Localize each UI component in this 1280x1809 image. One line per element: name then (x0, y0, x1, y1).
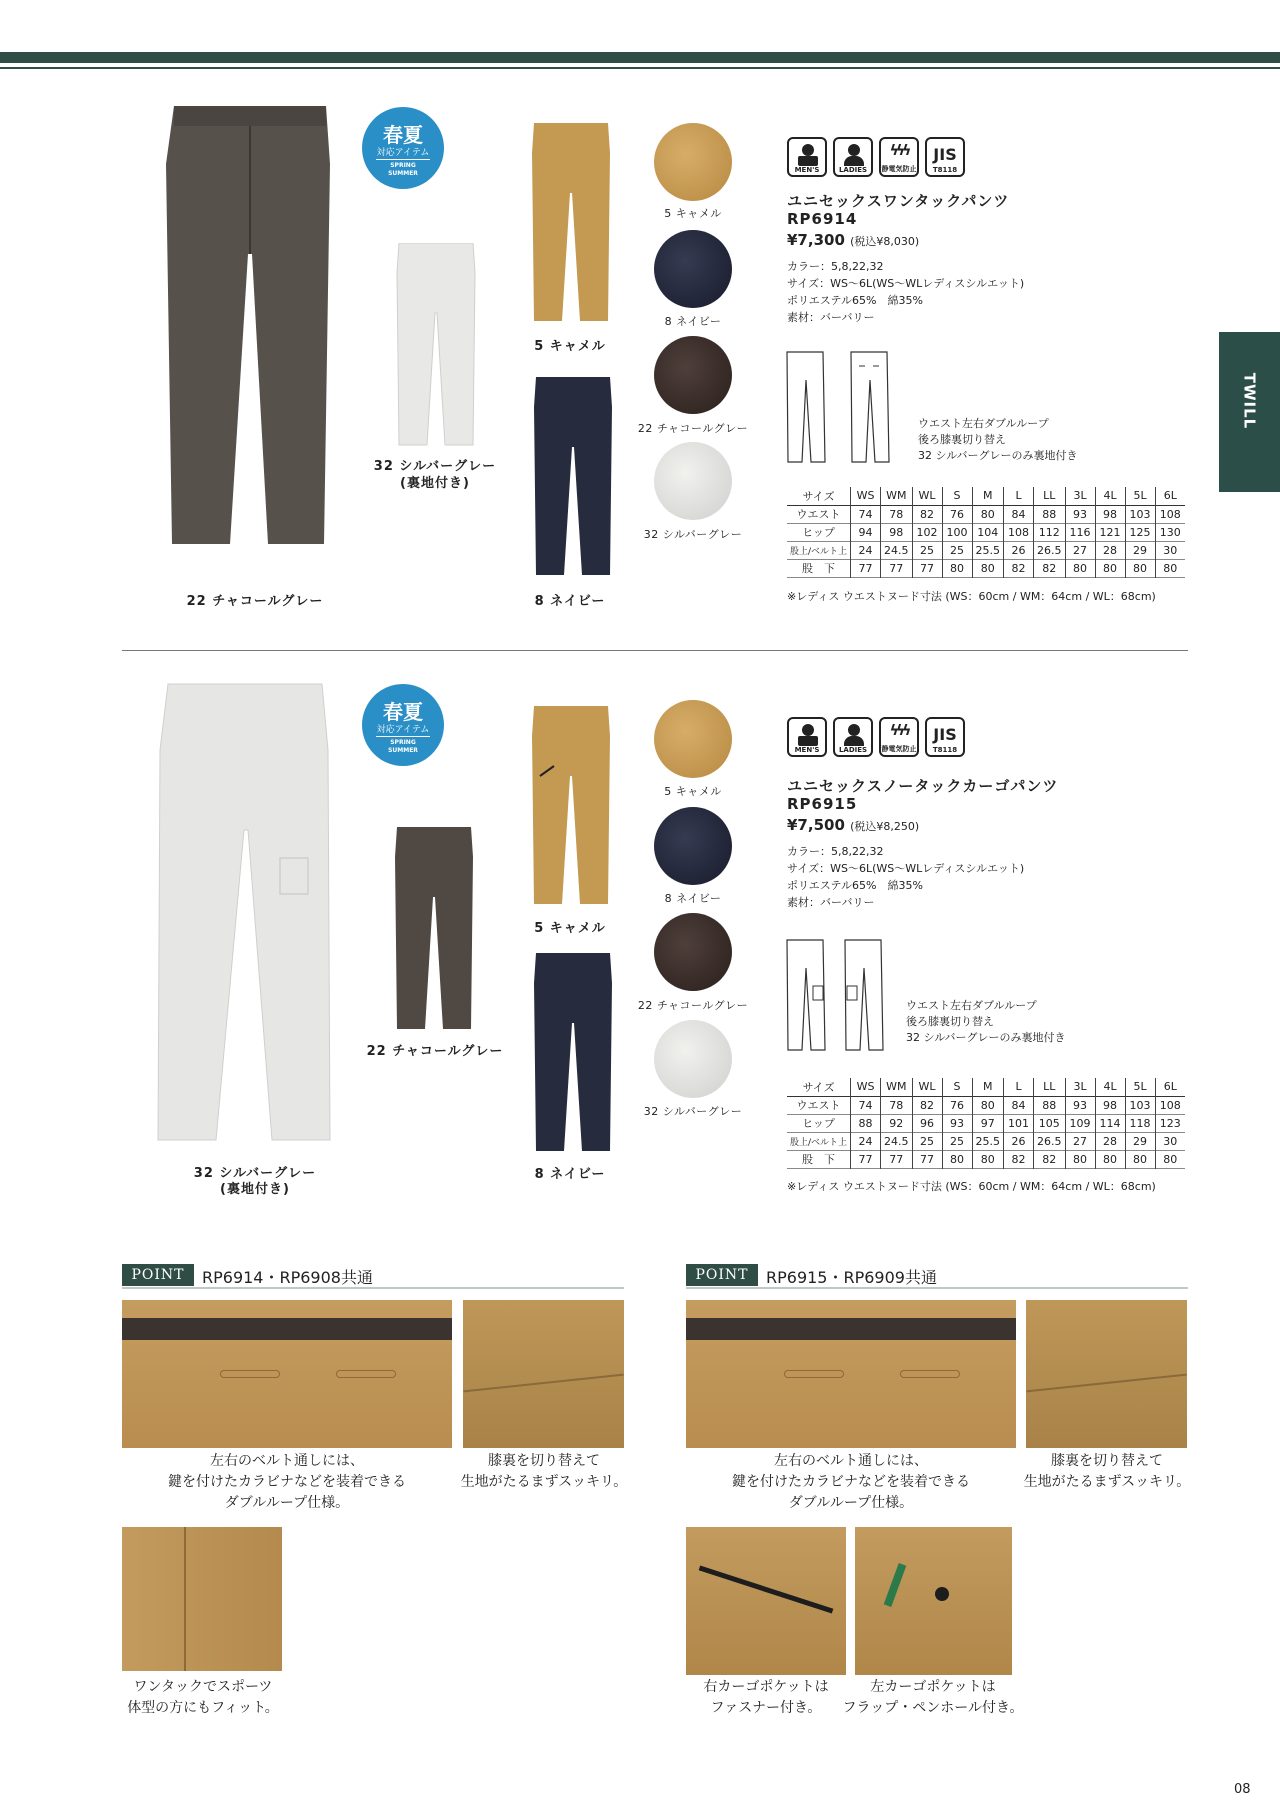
product-notes-2: ウエスト左右ダブルループ 後ろ膝裏切り替え 32 シルバーグレーのみ裏地付き (906, 999, 1066, 1044)
size-table-cell: WS (851, 1078, 881, 1096)
size-table-cell: 80 (1065, 559, 1095, 577)
label-silver-sub: (裏地付き) (400, 476, 470, 491)
season-badge (362, 107, 444, 189)
jis-icon: JIS T8118 (925, 717, 965, 757)
point-tag: POINT (122, 1264, 194, 1286)
size-table-cell: S (942, 487, 972, 505)
size-table-cell: 80 (1125, 559, 1155, 577)
photo-one-tuck (122, 1527, 282, 1671)
badge-en2: SUMMER (388, 170, 418, 177)
size-table-cell: M (972, 487, 1004, 505)
size-table-cell: L (1004, 1078, 1034, 1096)
size-table-cell: 80 (1095, 559, 1125, 577)
size-table-cell: 77 (881, 559, 913, 577)
size-table-cell: 76 (942, 1096, 972, 1114)
size-table-cell: L (1004, 487, 1034, 505)
antistatic-icon: ϟϟϟ 静電気防止 (879, 717, 919, 757)
size-table-cell: 25 (912, 1132, 942, 1150)
size-table-cell: 4L (1095, 487, 1125, 505)
size-table-cell: 114 (1095, 1114, 1125, 1132)
size-table-cell: LL (1034, 1078, 1066, 1096)
size-table-cell: 28 (1095, 541, 1125, 559)
size-table-cell: 109 (1065, 1114, 1095, 1132)
size-table-cell: WM (881, 1078, 913, 1096)
pants-charcoal-cargo-image (393, 827, 475, 1032)
label-charcoal-cargo: 22 チャコールグレー (366, 1044, 504, 1059)
size-table-cell: 股 下 (787, 1150, 851, 1168)
size-table-cell: 116 (1065, 523, 1095, 541)
ladies-icon: LADIES (833, 717, 873, 757)
size-table-cell: 88 (851, 1114, 881, 1132)
product-specs-2: カラー：5,8,22,32 サイズ：WS〜6L(WS〜WLレディスシルエット) ポリエステル65% 綿35% 素材：バーバリー (787, 845, 1025, 909)
photo-flap-pocket (855, 1527, 1012, 1675)
size-table-cell: 118 (1125, 1114, 1155, 1132)
caption-zip-pocket: 右カーゴポケットは ファスナー付き。 (703, 1679, 829, 1716)
size-table-cell: 30 (1163, 543, 1178, 557)
badge-sub: 対応アイテム (376, 148, 430, 158)
size-table-cell: 130 (1159, 525, 1181, 539)
size-table-cell: 80 (972, 505, 1004, 523)
point-header (122, 1264, 624, 1288)
size-table-cell: WL (912, 487, 942, 505)
feature-icons-2 (787, 717, 965, 757)
size-table-cell: 24 (851, 541, 881, 559)
photo-knee-2 (1026, 1300, 1187, 1448)
size-table-cell: ウエスト (787, 505, 851, 523)
size-table-cell: 108 (1159, 507, 1181, 521)
pants-silver-image (395, 243, 477, 448)
size-table-cell: 29 (1125, 541, 1155, 559)
label-navy-cargo: 8 ネイビー (534, 1167, 606, 1182)
label-silver: 32 シルバーグレー (373, 459, 497, 474)
size-table-header (787, 1078, 1185, 1096)
size-table-cell: 92 (881, 1114, 913, 1132)
size-table-cell: 24.5 (881, 1132, 913, 1150)
size-table-cell: 103 (1125, 1096, 1155, 1114)
size-table-cell: 97 (972, 1114, 1004, 1132)
size-table-cell: 82 (912, 1096, 942, 1114)
size-table-cell: 26.5 (1034, 541, 1066, 559)
size-table-cell: サイズ (787, 1078, 851, 1096)
size-table-cell: ヒップ (787, 523, 851, 541)
size-table-cell: 94 (851, 523, 881, 541)
size-table-cell: 78 (881, 505, 913, 523)
size-table-cell: 3L (1065, 487, 1095, 505)
size-table-cell: 77 (912, 559, 942, 577)
product-title: ユニセックスワンタックパンツ (787, 192, 1010, 210)
swatch-label-charcoal-2: 22 チャコールグレー (637, 999, 749, 1012)
size-table-row (787, 1150, 1185, 1168)
size-table-cell: 77 (851, 559, 881, 577)
size-table-cell: 123 (1159, 1116, 1181, 1130)
size-table-cell: 26.5 (1034, 1132, 1066, 1150)
size-table-cell: 101 (1004, 1114, 1034, 1132)
size-table-cell: 104 (972, 523, 1004, 541)
size-table-cell: 105 (1034, 1114, 1066, 1132)
product-code: RP6914 (787, 210, 858, 228)
size-table-cell: 25 (912, 541, 942, 559)
top-header-bar (0, 52, 1280, 63)
pants-charcoal-image (160, 104, 340, 554)
product-price: ¥7,300 (税込¥8,030) (787, 231, 920, 249)
size-table-cell: 80 (942, 559, 972, 577)
swatch-label-camel: 5 キャメル (664, 207, 722, 220)
label-silver-cargo-sub: (裏地付き) (220, 1182, 290, 1197)
size-table-cell: 93 (1065, 505, 1095, 523)
size-table-cell: 29 (1125, 1132, 1155, 1150)
size-table-2 (787, 1078, 1185, 1169)
point-title-2: RP6915・RP6909共通 (766, 1268, 937, 1287)
size-table-row (787, 541, 1185, 559)
ladies-icon: LADIES (833, 137, 873, 177)
swatch-camel-2 (654, 700, 732, 778)
side-tab-label: TWILL (1240, 372, 1259, 430)
size-table-cell: 98 (1095, 505, 1125, 523)
size-table-row (787, 1096, 1185, 1114)
size-table-cell: 77 (912, 1150, 942, 1168)
size-table-cell: 74 (851, 1096, 881, 1114)
caption-flap-pocket: 左カーゴポケットは フラップ・ペンホール付き。 (842, 1679, 1024, 1716)
photo-belt-loop (122, 1300, 452, 1448)
size-table-cell: 28 (1095, 1132, 1125, 1150)
photo-knee (463, 1300, 624, 1448)
swatch-silver (654, 442, 732, 520)
page-number: 08 (1234, 1782, 1251, 1797)
size-table-row (787, 523, 1185, 541)
photo-belt-loop-2 (686, 1300, 1016, 1448)
pants-silver-cargo-image (152, 680, 334, 1150)
size-table-cell: 121 (1095, 523, 1125, 541)
size-table-cell: ヒップ (787, 1114, 851, 1132)
label-charcoal: 22 チャコールグレー (186, 594, 324, 609)
size-table-cell: サイズ (787, 487, 851, 505)
swatch-label-navy-2: 8 ネイビー (664, 892, 722, 905)
size-footnote-2: ※レディス ウエストヌード寸法 (WS：60cm / WM：64cm / WL：68cm) (787, 1180, 1156, 1193)
size-table-cell: 93 (942, 1114, 972, 1132)
label-navy: 8 ネイビー (534, 594, 606, 609)
swatch-label-silver-2: 32 シルバーグレー (643, 1105, 743, 1118)
swatch-camel (654, 123, 732, 201)
size-table-cell: 6L (1163, 489, 1177, 503)
swatch-label-silver: 32 シルバーグレー (643, 528, 743, 541)
product-notes: ウエスト左右ダブルループ 後ろ膝裏切り替え 32 シルバーグレーのみ裏地付き (918, 417, 1078, 462)
size-table-cell: 股上/ベルト上 (787, 541, 851, 559)
swatch-silver-2 (654, 1020, 732, 1098)
photo-zip-pocket (686, 1527, 846, 1675)
size-table-cell: 108 (1159, 1098, 1181, 1112)
caption-knee: 膝裏を切り替えて 生地がたるまずスッキリ。 (460, 1453, 628, 1490)
badge-main: 春夏 (383, 123, 423, 147)
product-price-2: ¥7,500 (税込¥8,250) (787, 816, 920, 834)
size-table-cell: 125 (1125, 523, 1155, 541)
size-table-cell: WS (851, 487, 881, 505)
size-table-row (787, 1114, 1185, 1132)
label-silver-cargo: 32 シルバーグレー (193, 1166, 317, 1181)
size-table-cell: 77 (851, 1150, 881, 1168)
size-table-cell: 82 (1004, 559, 1034, 577)
swatch-label-navy: 8 ネイビー (664, 315, 722, 328)
size-table-cell: 6L (1163, 1080, 1177, 1094)
swatch-navy (654, 230, 732, 308)
pants-navy-cargo-image (532, 953, 614, 1153)
pants-camel-image (530, 123, 612, 323)
size-table-cell: LL (1034, 487, 1066, 505)
top-header-line (0, 67, 1280, 69)
size-table-cell: 80 (1065, 1150, 1095, 1168)
product-code-2: RP6915 (787, 795, 858, 813)
size-table-cell: 26 (1004, 541, 1034, 559)
jis-icon: JIS T8118 (925, 137, 965, 177)
caption-belt-loop-2: 左右のベルト通しには、 鍵を付けたカラビナなどを装着できる ダブルループ仕様。 (732, 1453, 970, 1511)
size-footnote: ※レディス ウエストヌード寸法 (WS：60cm / WM：64cm / WL：68cm) (787, 590, 1156, 603)
size-table-cell: 102 (912, 523, 942, 541)
size-table-cell: 74 (851, 505, 881, 523)
product-specs: カラー：5,8,22,32 サイズ：WS〜6L(WS〜WLレディスシルエット) ポリエステル65% 綿35% 素材：バーバリー (787, 260, 1025, 324)
size-table-cell: 24.5 (881, 541, 913, 559)
size-table-cell: 80 (1163, 561, 1178, 575)
size-table-cell: 98 (1095, 1096, 1125, 1114)
size-table-cell: 股上/ベルト上 (787, 1132, 851, 1150)
size-table-cell: 84 (1004, 1096, 1034, 1114)
price-tax: (税込¥8,030) (850, 235, 920, 248)
mens-icon: MEN'S (787, 717, 827, 757)
size-table-cell: 82 (1034, 1150, 1066, 1168)
size-table-cell: 98 (881, 523, 913, 541)
pants-navy-image (532, 377, 614, 577)
size-table-cell: 4L (1095, 1078, 1125, 1096)
size-table-cell: 80 (1095, 1150, 1125, 1168)
size-table-cell: WM (881, 487, 913, 505)
feature-icons (787, 137, 965, 177)
size-table-cell: 30 (1163, 1134, 1178, 1148)
size-table-cell: 80 (972, 1096, 1004, 1114)
size-table-row (787, 559, 1185, 577)
size-table-cell: 100 (942, 523, 972, 541)
technical-drawing (785, 350, 905, 465)
size-table-cell: 88 (1034, 1096, 1066, 1114)
caption-belt-loop: 左右のベルト通しには、 鍵を付けたカラビナなどを装着できる ダブルループ仕様。 (168, 1453, 406, 1511)
caption-one-tuck: ワンタックでスポーツ 体型の方にもフィット。 (127, 1679, 279, 1716)
size-table-cell: 76 (942, 505, 972, 523)
size-table-cell: ウエスト (787, 1096, 851, 1114)
size-table-cell: 84 (1004, 505, 1034, 523)
swatch-charcoal (654, 336, 732, 414)
antistatic-icon: ϟϟϟ 静電気防止 (879, 137, 919, 177)
size-table-cell: 88 (1034, 505, 1066, 523)
size-table-cell: M (972, 1078, 1004, 1096)
swatch-navy-2 (654, 807, 732, 885)
swatch-charcoal-2 (654, 913, 732, 991)
section-divider (122, 650, 1188, 651)
size-table-cell: 96 (912, 1114, 942, 1132)
mens-icon: MEN'S (787, 137, 827, 177)
size-table-cell: 25 (942, 1132, 972, 1150)
label-camel-cargo: 5 キャメル (534, 921, 606, 936)
size-table-cell: 80 (1125, 1150, 1155, 1168)
size-table-cell: 82 (912, 505, 942, 523)
size-table-cell: 82 (1034, 559, 1066, 577)
size-table (787, 487, 1185, 578)
size-table-cell: 24 (851, 1132, 881, 1150)
product-title-2: ユニセックスノータックカーゴパンツ (787, 777, 1059, 795)
size-table-cell: 3L (1065, 1078, 1095, 1096)
point-title: RP6914・RP6908共通 (202, 1268, 373, 1287)
size-table-cell: S (942, 1078, 972, 1096)
size-table-cell: 5L (1125, 1078, 1155, 1096)
size-table-header (787, 487, 1185, 505)
side-tab (1219, 332, 1280, 492)
technical-drawing-2 (785, 938, 895, 1053)
size-table-cell: 82 (1004, 1150, 1034, 1168)
size-table-cell: 26 (1004, 1132, 1034, 1150)
season-badge-2: 春夏 対応アイテム SPRING SUMMER (362, 684, 444, 766)
badge-en1: SPRING (390, 162, 416, 169)
size-table-cell: 103 (1125, 505, 1155, 523)
size-table-cell: WL (912, 1078, 942, 1096)
point-tag-2: POINT (686, 1264, 758, 1286)
size-table-cell: 80 (942, 1150, 972, 1168)
swatch-label-camel-2: 5 キャメル (664, 785, 722, 798)
size-table-cell: 25.5 (972, 1132, 1004, 1150)
size-table-cell: 108 (1004, 523, 1034, 541)
size-table-cell: 80 (972, 1150, 1004, 1168)
size-table-cell: 25 (942, 541, 972, 559)
size-table-cell: 27 (1065, 1132, 1095, 1150)
swatch-label-charcoal: 22 チャコールグレー (637, 422, 749, 435)
size-table-cell: 80 (1163, 1152, 1178, 1166)
point-header-2 (686, 1264, 1188, 1288)
size-table-cell: 112 (1034, 523, 1066, 541)
size-table-cell: 77 (881, 1150, 913, 1168)
size-table-cell: 股 下 (787, 559, 851, 577)
size-table-cell: 25.5 (972, 541, 1004, 559)
size-table-cell: 93 (1065, 1096, 1095, 1114)
size-table-cell: 80 (972, 559, 1004, 577)
size-table-cell: 5L (1125, 487, 1155, 505)
size-table-row (787, 505, 1185, 523)
size-table-cell: 78 (881, 1096, 913, 1114)
label-camel: 5 キャメル (534, 339, 606, 354)
size-table-row (787, 1132, 1185, 1150)
pants-camel-cargo-image (530, 706, 612, 906)
caption-knee-2: 膝裏を切り替えて 生地がたるまずスッキリ。 (1023, 1453, 1191, 1490)
size-table-cell: 27 (1065, 541, 1095, 559)
